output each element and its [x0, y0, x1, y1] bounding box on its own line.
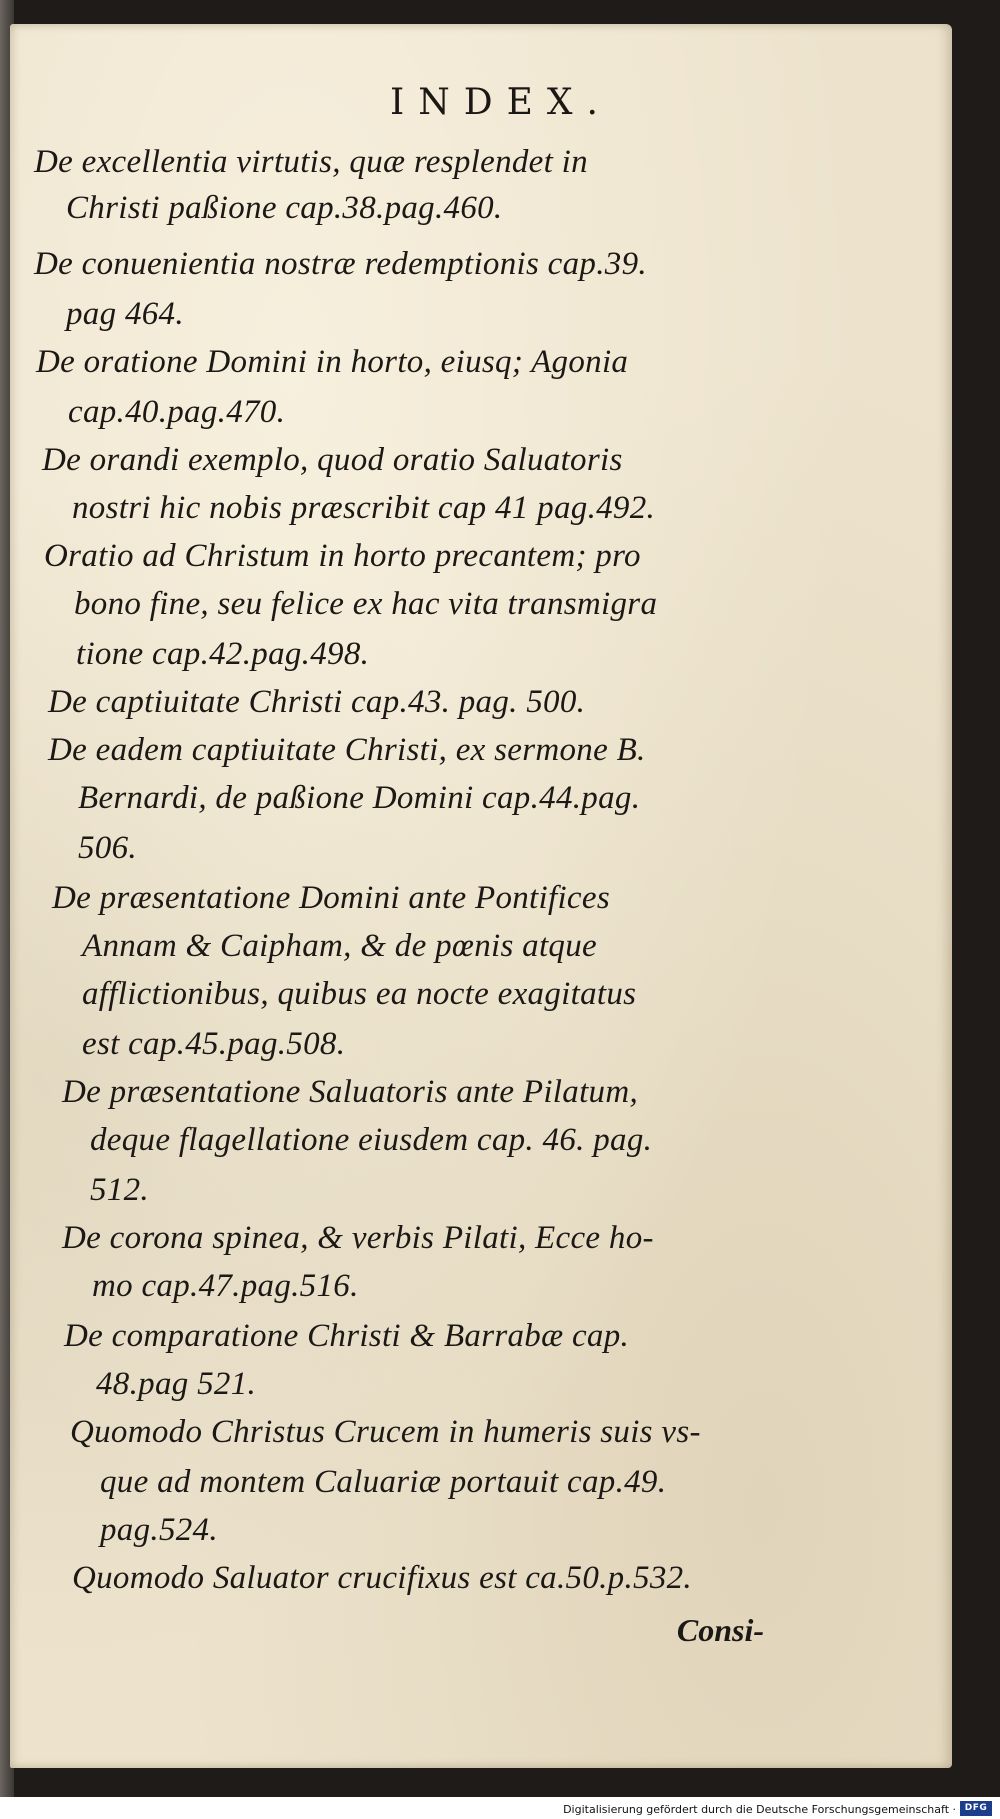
index-line: De præsentatione Domini ante Pontifices: [52, 880, 610, 916]
index-line: afflictionibus, quibus ea nocte exagitatus: [82, 976, 637, 1012]
page-title: INDEX.: [390, 82, 612, 123]
book-page: [10, 24, 952, 1768]
index-entries: [10, 24, 952, 1768]
index-line: 506.: [78, 830, 137, 866]
index-line: De orandi exemplo, quod oratio Saluatoris: [42, 442, 623, 478]
index-line: De excellentia virtutis, quæ resplendet in: [34, 144, 588, 180]
index-line: De comparatione Christi & Barrabæ cap.: [64, 1318, 630, 1354]
index-line: Annam & Caipham, & de pœnis atque: [82, 928, 597, 964]
index-line: est cap.45.pag.508.: [82, 1026, 346, 1062]
index-line: Christi paßione cap.38.pag.460.: [66, 190, 503, 226]
index-line: pag 464.: [66, 296, 184, 332]
index-line: deque flagellatione eiusdem cap. 46. pag.: [90, 1122, 653, 1158]
index-line: cap.40.pag.470.: [68, 394, 286, 430]
index-line: pag.524.: [100, 1512, 218, 1548]
index-line: que ad montem Caluariæ portauit cap.49.: [100, 1464, 667, 1500]
index-line: nostri hic nobis præscribit cap 41 pag.492.: [72, 490, 656, 526]
index-line: Bernardi, de paßione Domini cap.44.pag.: [78, 780, 641, 816]
index-line: bono fine, seu felice ex hac vita transmigra: [74, 586, 658, 622]
index-line: De captiuitate Christi cap.43. pag. 500.: [48, 684, 586, 720]
index-line: De præsentatione Saluatoris ante Pilatum,: [62, 1074, 639, 1110]
funding-credit: Digitalisierung gefördert durch die Deutsche Forschungsgemeinschaft ·: [563, 1803, 956, 1816]
index-line: tione cap.42.pag.498.: [76, 636, 370, 672]
index-line: De conuenientia nostræ redemptionis cap.39.: [34, 246, 647, 282]
footer-strip: [0, 1797, 1000, 1819]
index-line: Quomodo Christus Crucem in humeris suis vs-: [70, 1414, 701, 1450]
index-line: Oratio ad Christum in horto precantem; pro: [44, 538, 641, 574]
dfg-logo: DFG: [960, 1801, 992, 1816]
index-line: 512.: [90, 1172, 149, 1208]
index-line: Quomodo Saluator crucifixus est ca.50.p.532.: [72, 1560, 692, 1596]
catchword: Consi-: [676, 1612, 764, 1648]
index-line: De corona spinea, & verbis Pilati, Ecce ho-: [62, 1220, 654, 1256]
index-line: De oratione Domini in horto, eiusq; Agonia: [36, 344, 629, 380]
index-line: mo cap.47.pag.516.: [92, 1268, 359, 1304]
index-line: 48.pag 521.: [96, 1366, 257, 1402]
index-line: De eadem captiuitate Christi, ex sermone B.: [48, 732, 646, 768]
